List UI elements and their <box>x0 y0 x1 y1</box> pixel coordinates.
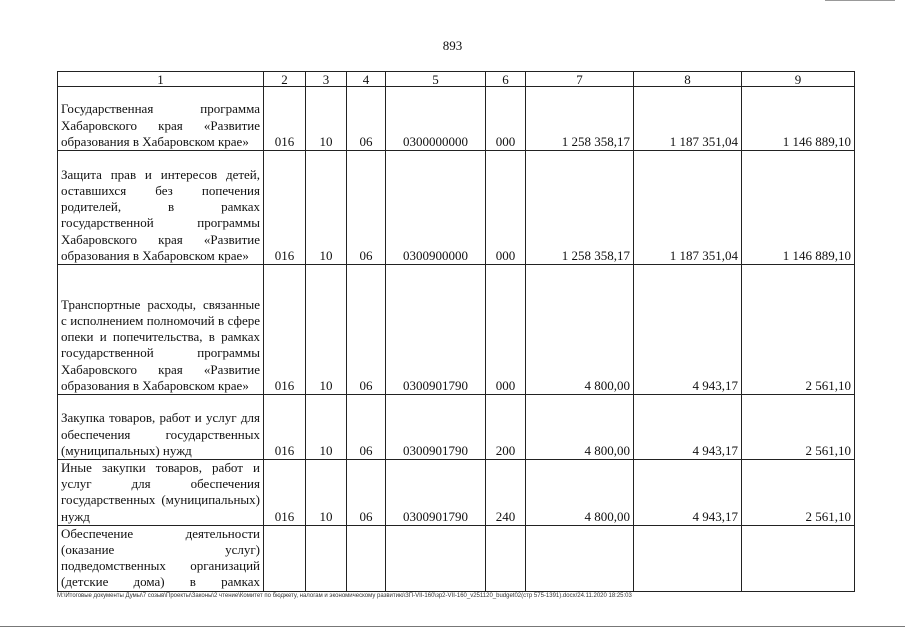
cell-ministry: 016 <box>264 460 306 526</box>
cell-subsection <box>347 525 386 591</box>
cell-expense-type: 000 <box>486 87 526 151</box>
scan-edge-mark <box>825 0 895 1</box>
header-col-7: 7 <box>526 72 634 87</box>
cell-amount-1: 1 258 358,17 <box>526 151 634 265</box>
table-row <box>58 87 855 151</box>
header-col-6: 6 <box>486 72 526 87</box>
cell-ministry: 016 <box>264 395 306 460</box>
header-col-4: 4 <box>347 72 386 87</box>
header-col-9: 9 <box>742 72 855 87</box>
cell-amount-2: 4 943,17 <box>634 265 742 395</box>
cell-section: 10 <box>306 460 347 526</box>
header-col-1: 1 <box>58 72 264 87</box>
cell-expense-type: 200 <box>486 395 526 460</box>
table-row <box>58 151 855 265</box>
cell-section: 10 <box>306 265 347 395</box>
table-row <box>58 460 855 526</box>
row-name: Транспортные расходы, связанные с исполнением полномочий в сфере опеки и попечительства, в рамках государственной программы Хабаровского края «Развитие образования в Хабаровском крае» <box>58 265 264 395</box>
cell-amount-2: 4 943,17 <box>634 395 742 460</box>
cell-expense-type: 000 <box>486 151 526 265</box>
header-col-8: 8 <box>634 72 742 87</box>
cell-subsection: 06 <box>347 395 386 460</box>
header-col-3: 3 <box>306 72 347 87</box>
table-row <box>58 525 855 591</box>
cell-amount-1: 1 258 358,17 <box>526 87 634 151</box>
header-row <box>58 72 855 87</box>
table-row <box>58 265 855 395</box>
table-header <box>58 72 855 87</box>
row-name: Иные закупки товаров, работ и услуг для обеспечения государственных (муниципальных) нужд <box>58 460 264 526</box>
cell-target-article: 0300901790 <box>386 265 486 395</box>
cell-target-article: 0300000000 <box>386 87 486 151</box>
cell-amount-3: 1 146 889,10 <box>742 151 855 265</box>
cell-subsection: 06 <box>347 151 386 265</box>
cell-ministry <box>264 525 306 591</box>
cell-section: 10 <box>306 151 347 265</box>
cell-target-article <box>386 525 486 591</box>
cell-amount-2: 1 187 351,04 <box>634 151 742 265</box>
cell-amount-1: 4 800,00 <box>526 395 634 460</box>
document-path-footer: M:\Итоговые документы Думы\7 созыв\Проекты\Законы\2 чтение\Комитет по бюджету, налогам и экономическому развитию\ЗП-VII-160\зр2-VII-160_v251120_budget02(стр 575-1391).docx/24.11.2020 18:25:03 <box>57 593 632 599</box>
table-row <box>58 395 855 460</box>
cell-amount-1: 4 800,00 <box>526 265 634 395</box>
cell-ministry: 016 <box>264 151 306 265</box>
cell-amount-3: 2 561,10 <box>742 395 855 460</box>
cell-amount-2: 4 943,17 <box>634 460 742 526</box>
cell-target-article: 0300900000 <box>386 151 486 265</box>
cell-amount-2: 1 187 351,04 <box>634 87 742 151</box>
row-name: Обеспечение деятельности (оказание услуг) подведомственных организаций (детские дома) в рамках <box>58 525 264 591</box>
cell-amount-3: 1 146 889,10 <box>742 87 855 151</box>
row-name: Государственная программа Хабаровского края «Развитие образования в Хабаровском крае» <box>58 87 264 151</box>
cell-expense-type: 240 <box>486 460 526 526</box>
cell-section: 10 <box>306 395 347 460</box>
cell-target-article: 0300901790 <box>386 460 486 526</box>
header-col-2: 2 <box>264 72 306 87</box>
row-name: Закупка товаров, работ и услуг для обеспечения государственных (муниципальных) нужд <box>58 395 264 460</box>
budget-table <box>57 71 855 592</box>
cell-ministry: 016 <box>264 265 306 395</box>
cell-subsection: 06 <box>347 265 386 395</box>
cell-expense-type <box>486 525 526 591</box>
cell-amount-1: 4 800,00 <box>526 460 634 526</box>
cell-expense-type: 000 <box>486 265 526 395</box>
cell-target-article: 0300901790 <box>386 395 486 460</box>
cell-section <box>306 525 347 591</box>
cell-ministry: 016 <box>264 87 306 151</box>
cell-subsection: 06 <box>347 87 386 151</box>
cell-amount-3: 2 561,10 <box>742 460 855 526</box>
bottom-rule <box>0 626 905 627</box>
cell-amount-1 <box>526 525 634 591</box>
cell-amount-2 <box>634 525 742 591</box>
page-number: 893 <box>442 38 463 53</box>
cell-amount-3: 2 561,10 <box>742 265 855 395</box>
cell-section: 10 <box>306 87 347 151</box>
cell-subsection: 06 <box>347 460 386 526</box>
cell-amount-3 <box>742 525 855 591</box>
row-name: Защита прав и интересов детей, оставшихся без попечения родителей, в рамках государственной программы Хабаровского края «Развитие образования в Хабаровском крае» <box>58 151 264 265</box>
header-col-5: 5 <box>386 72 486 87</box>
